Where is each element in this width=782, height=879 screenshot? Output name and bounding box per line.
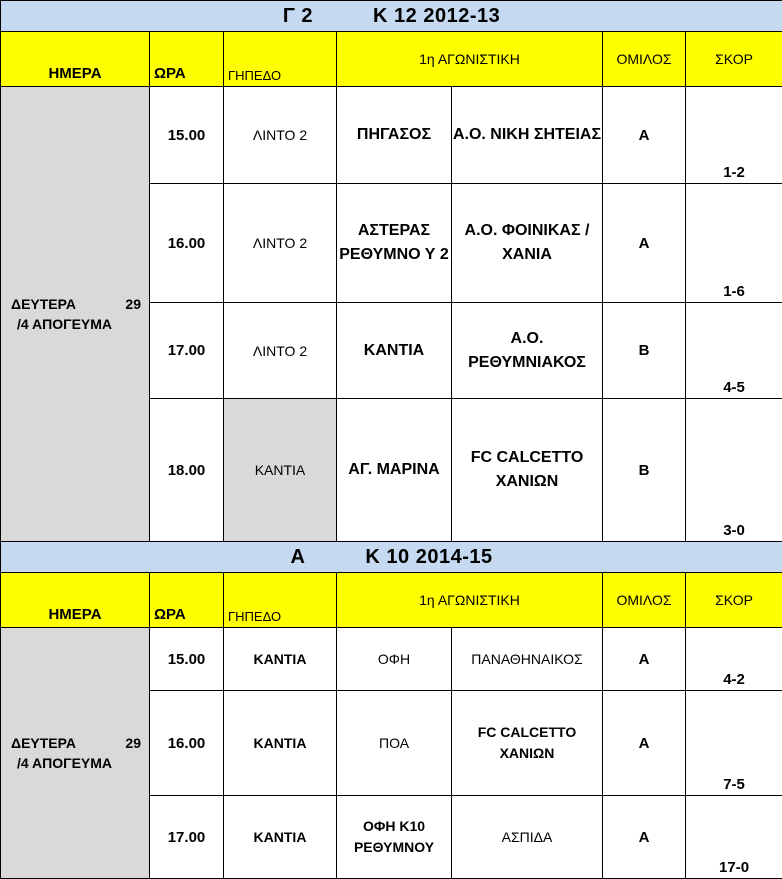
header-day: ΗΜΕΡΑ [1,573,150,628]
section-title [1,542,782,573]
header-score: ΣΚΟΡ [686,32,782,87]
away-team: Α.Ο. ΡΕΘΥΜΝΙΑΚΟΣ [452,303,603,399]
match-group: Β [603,303,686,399]
day-period: /4 ΑΠΟΓΕΥΜΑ [1,755,149,771]
section-title-left: Γ 2 [283,5,313,27]
match-time: 18.00 [150,399,224,542]
match-venue: ΚΑΝΤΙΑ [224,691,337,796]
day-cell [1,628,150,879]
match-group: Β [603,399,686,542]
home-team: ΠΗΓΑΣΟΣ [337,87,452,184]
header-venue: ΓΗΠΕΔΟ [224,32,337,87]
header-day: ΗΜΕΡΑ [1,32,150,87]
section-title-right: Κ 10 2014-15 [365,546,492,568]
header-row [1,573,782,628]
match-venue: ΛΙΝΤΟ 2 [224,87,337,184]
match-group: Α [603,628,686,691]
match-group: Α [603,796,686,879]
day-number: 29 [125,296,141,312]
section-title [1,1,782,32]
match-time: 16.00 [150,184,224,303]
match-time: 17.00 [150,796,224,879]
day-number: 29 [125,735,141,751]
day-name: ΔΕΥΤΕΡΑ [11,296,76,312]
header-row [1,32,782,87]
header-time: ΩΡΑ [150,573,224,628]
match-time: 16.00 [150,691,224,796]
match-group: Α [603,184,686,303]
home-team: ΠΟΑ [337,691,452,796]
section-title-right: Κ 12 2012-13 [373,5,500,27]
day-name: ΔΕΥΤΕΡΑ [11,735,76,751]
match-venue: ΚΑΝΤΙΑ [224,796,337,879]
match-row [1,628,782,691]
match-score: 1-2 [686,87,782,184]
match-score: 7-5 [686,691,782,796]
header-group: ΟΜΙΛΟΣ [603,573,686,628]
header-round: 1η ΑΓΩΝΙΣΤΙΚΗ [337,573,603,628]
match-group: Α [603,87,686,184]
day-period: /4 ΑΠΟΓΕΥΜΑ [1,316,149,332]
section-title-row [1,1,782,32]
away-team: ΠΑΝΑΘΗΝΑΙΚΟΣ [452,628,603,691]
home-team: ΑΓ. ΜΑΡΙΝΑ [337,399,452,542]
header-venue: ΓΗΠΕΔΟ [224,573,337,628]
away-team: Α.Ο. ΝΙΚΗ ΣΗΤΕΙΑΣ [452,87,603,184]
match-time: 15.00 [150,87,224,184]
header-score: ΣΚΟΡ [686,573,782,628]
section-title-left: Α [290,546,305,568]
day-cell [1,87,150,542]
home-team: ΟΦΗ Κ10 ΡΕΘΥΜΝΟΥ [337,796,452,879]
match-venue: ΚΑΝΤΙΑ [224,628,337,691]
match-score: 17-0 [686,796,782,879]
header-time: ΩΡΑ [150,32,224,87]
match-score: 4-5 [686,303,782,399]
match-venue: ΚΑΝΤΙΑ [224,399,337,542]
match-score: 1-6 [686,184,782,303]
section-title-row [1,542,782,573]
away-team: ΑΣΠΙΔΑ [452,796,603,879]
home-team: ΚΑΝΤΙΑ [337,303,452,399]
match-score: 4-2 [686,628,782,691]
match-row [1,87,782,184]
match-time: 15.00 [150,628,224,691]
away-team: FC CALCETTO ΧΑΝΙΩΝ [452,399,603,542]
match-score: 3-0 [686,399,782,542]
header-group: ΟΜΙΛΟΣ [603,32,686,87]
away-team: Α.Ο. ΦΟΙΝΙΚΑΣ /ΧΑΝΙΑ [452,184,603,303]
match-group: Α [603,691,686,796]
header-round: 1η ΑΓΩΝΙΣΤΙΚΗ [337,32,603,87]
home-team: ΑΣΤΕΡΑΣ ΡΕΘΥΜΝΟ Υ 2 [337,184,452,303]
match-time: 17.00 [150,303,224,399]
away-team: FC CALCETTO ΧΑΝΙΩΝ [452,691,603,796]
home-team: ΟΦΗ [337,628,452,691]
match-venue: ΛΙΝΤΟ 2 [224,303,337,399]
match-venue: ΛΙΝΤΟ 2 [224,184,337,303]
